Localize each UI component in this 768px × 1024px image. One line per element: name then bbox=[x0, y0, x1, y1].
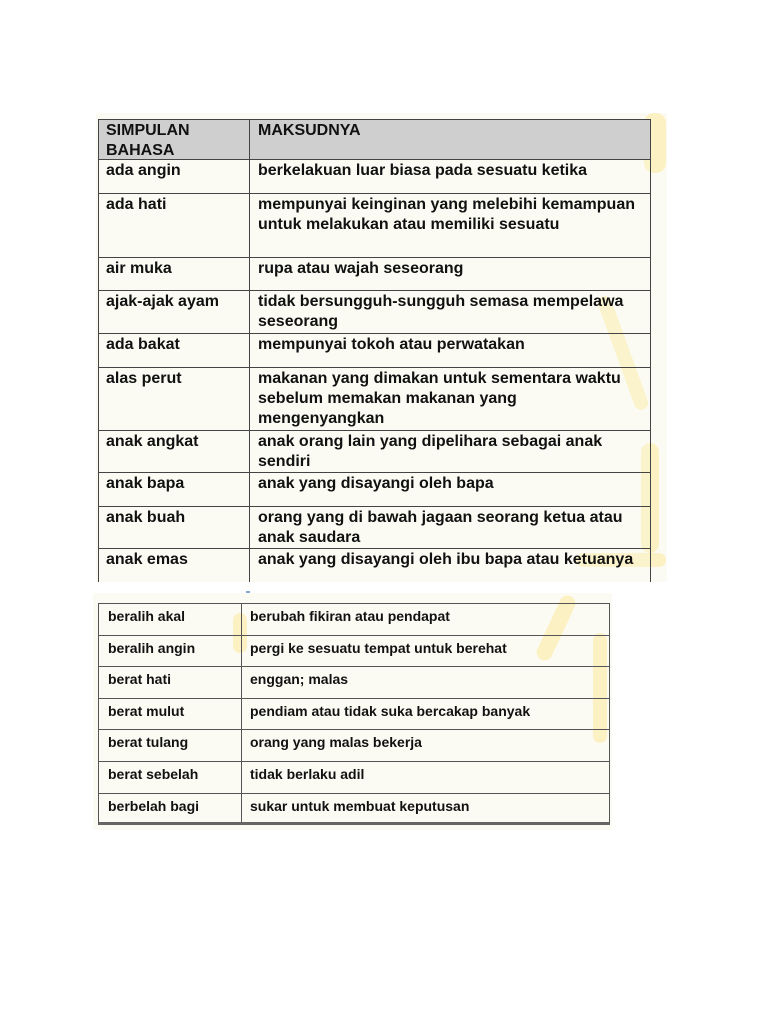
table-row bbox=[98, 507, 651, 549]
header-simpulan-bahasa: SIMPULAN BAHASA bbox=[99, 120, 250, 159]
meaning-cell: orang yang malas bekerja bbox=[250, 734, 422, 751]
meaning-cell: mempunyai keinginan yang melebihi kemampuan untuk melakukan atau memiliki sesuatu bbox=[258, 196, 635, 233]
idiom-cell: anak buah bbox=[99, 507, 250, 548]
idiom-cell: anak angkat bbox=[99, 431, 250, 472]
table-row bbox=[98, 334, 651, 368]
table-row bbox=[98, 368, 651, 431]
idiom-cell: berat mulut bbox=[99, 699, 242, 730]
meaning-cell: pendiam atau tidak suka bercakap banyak bbox=[250, 702, 531, 719]
table-row bbox=[98, 194, 651, 258]
meaning-cell: tidak berlaku adil bbox=[250, 765, 365, 782]
idiom-cell: berbelah bagi bbox=[99, 794, 242, 823]
idiom-cell: berat tulang bbox=[99, 730, 242, 761]
meaning-cell: anak yang disayangi oleh bapa bbox=[258, 475, 494, 492]
idiom-table bbox=[98, 119, 651, 582]
table-row bbox=[98, 549, 651, 582]
meaning-cell: rupa atau wajah seseorang bbox=[258, 260, 464, 277]
header-maksudnya: MAKSUDNYA bbox=[258, 122, 361, 139]
table-row bbox=[98, 636, 610, 668]
idiom-table-continued bbox=[98, 603, 610, 825]
meaning-cell: tidak bersungguh-sungguh semasa mempelawa seseorang bbox=[258, 293, 624, 330]
table-row bbox=[98, 730, 610, 762]
idiom-cell: air muka bbox=[99, 258, 250, 290]
table-row bbox=[98, 667, 610, 699]
table-row bbox=[98, 291, 651, 334]
table-row bbox=[98, 794, 610, 826]
meaning-cell: anak yang disayangi oleh ibu bapa atau ketuanya bbox=[258, 551, 634, 568]
meaning-cell: sukar untuk membuat keputusan bbox=[250, 797, 470, 814]
meaning-cell: mempunyai tokoh atau perwatakan bbox=[258, 336, 525, 353]
table-row bbox=[98, 473, 651, 507]
meaning-cell: berkelakuan luar biasa pada sesuatu ketika bbox=[258, 162, 588, 179]
table-image-1 bbox=[96, 113, 667, 582]
table-row bbox=[98, 258, 651, 291]
meaning-cell: enggan; malas bbox=[250, 671, 349, 688]
meaning-cell: anak orang lain yang dipelihara sebagai anak sendiri bbox=[258, 433, 603, 470]
idiom-cell: berat hati bbox=[99, 667, 242, 698]
meaning-cell: pergi ke sesuatu tempat untuk berehat bbox=[250, 639, 507, 656]
idiom-cell: anak emas bbox=[99, 549, 250, 582]
table-row bbox=[98, 160, 651, 194]
idiom-cell: ada angin bbox=[99, 160, 250, 193]
idiom-cell: ada hati bbox=[99, 194, 250, 257]
meaning-cell: orang yang di bawah jagaan seorang ketua atau anak saudara bbox=[258, 509, 623, 546]
idiom-cell: alas perut bbox=[99, 368, 250, 430]
table-image-2 bbox=[93, 593, 612, 830]
idiom-cell: ada bakat bbox=[99, 334, 250, 367]
table-row bbox=[98, 431, 651, 473]
meaning-cell: berubah fikiran atau pendapat bbox=[250, 608, 450, 624]
meaning-cell: makanan yang dimakan untuk sementara waktu sebelum memakan makanan yang mengenyangkan bbox=[258, 370, 621, 427]
idiom-cell: beralih angin bbox=[99, 636, 242, 667]
idiom-cell: berat sebelah bbox=[99, 762, 242, 793]
table-header-row bbox=[98, 119, 651, 160]
table-row bbox=[98, 762, 610, 794]
table-row bbox=[98, 604, 610, 636]
table-row bbox=[98, 699, 610, 731]
idiom-cell: anak bapa bbox=[99, 473, 250, 506]
idiom-cell: beralih akal bbox=[99, 604, 242, 635]
idiom-cell: ajak-ajak ayam bbox=[99, 291, 250, 333]
